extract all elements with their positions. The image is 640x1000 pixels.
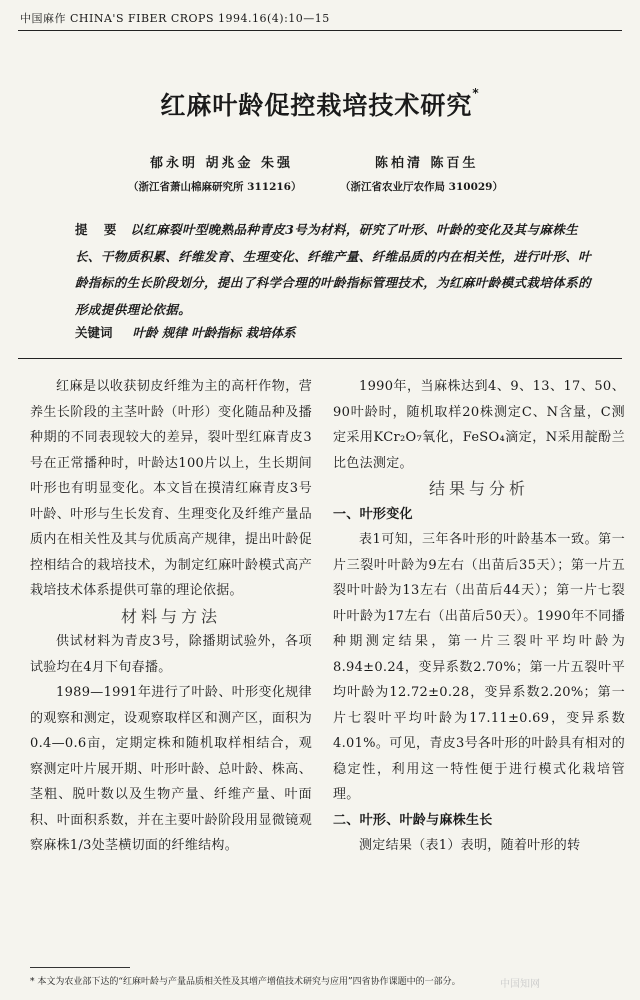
title-footnote-mark: * — [472, 86, 480, 100]
footnote-divider — [30, 967, 130, 968]
abstract — [75, 217, 595, 323]
watermark: 中国知网 — [500, 979, 540, 990]
abstract-text: 以红麻裂叶型晚熟品种青皮3号为材料，研究了叶形、叶龄的变化及其与麻株生长、干物质积累、纤维发育、生理变化、纤维产量、纤维品质的内在相关性，进行叶形、叶龄指标的生长阶段划分，提出了科学合理的叶龄指标管理技术，为红麻叶龄模式栽培体系的形成提供理论依据。 — [75, 222, 592, 317]
affiliation-1: （浙江省萧山棉麻研究所 311216） — [128, 181, 302, 193]
intro-paragraph: 红麻是以收获韧皮纤维为主的高杆作物，营养生长阶段的主茎叶龄（叶形）变化随品种及播种期的不同表现较大的差异，裂叶型红麻青皮3号在正常播种时，叶龄达100片以上，生长期间叶形也有明显变化。本文旨在摸清红麻青皮3号叶龄、叶形与生长发育、生理变化及纤维产量品质内在相关性及其与优质高产规律，提出叶龄促控相结合的栽培技术，为制定红麻叶龄模式高产栽培技术体系提供可靠的理论依据。 — [30, 379, 312, 598]
section-divider — [18, 358, 622, 359]
journal-header: 中国麻作 CHINA'S FIBER CROPS 1994.16(4):10—15 — [20, 12, 330, 25]
methods-paragraph-cont: 1990年，当麻株达到4、9、13、17、50、90叶龄时，随机取样20株测定C、N含量，C测定采用KCr₂O₇氧化，FeSO₄滴定，N采用靛酚兰比色法测定。 — [333, 379, 625, 471]
section-heading-results: 结果与分析 — [428, 479, 529, 498]
body-column-left — [30, 374, 312, 859]
paper-title — [0, 86, 640, 122]
keywords-label: 关键词 — [75, 325, 113, 340]
materials-paragraph: 供试材料为青皮3号，除播期试验外，各项试验均在4月下旬春播。 — [30, 634, 312, 675]
section-heading-materials-methods: 材料与方法 — [120, 606, 221, 626]
keywords — [75, 323, 595, 341]
paper-title-text: 红麻叶龄促控栽培技术研究 — [160, 91, 473, 120]
header-divider — [18, 30, 622, 31]
subheading-leaf-age-growth: 二、叶形、叶龄与麻株生长 — [333, 812, 493, 828]
author-group-1: 郁永明 胡兆金 朱强 — [150, 156, 294, 171]
growth-paragraph: 测定结果（表1）表明，随着叶形的转 — [359, 838, 581, 853]
abstract-label: 提 要 — [75, 222, 123, 237]
methods-paragraph: 1989—1991年进行了叶龄、叶形变化规律的观察和测定，设观察取样区和测产区，面积为0.4—0.6亩，定期定株和随机取样相结合，观察测定叶片展开期、叶形叶龄、总叶龄、株高、茎粗、脱叶数以及生物产量、纤维产量、叶面积、叶面积系数，并在主要叶龄阶段用显微镜观察麻株1/3处茎横切面的纤维结构。 — [30, 685, 312, 853]
footnote: * 本文为农业部下达的“红麻叶龄与产量品质相关性及其增产增值技术研究与应用”四省协作课题中的一部分。 — [30, 977, 461, 987]
body-column-right — [333, 374, 625, 859]
subheading-leaf-shape: 一、叶形变化 — [333, 506, 413, 522]
author-group-2: 陈柏清 陈百生 — [375, 156, 479, 171]
leaf-shape-paragraph: 表1可知，三年各叶形的叶龄基本一致。第一片三裂叶叶龄为9左右（出苗后35天）；第一片五裂叶叶龄为13左右（出苗后44天）；第一片七裂叶叶龄为17左右（出苗后50天）。1990年不同播种期测定结果，第一片三裂叶平均叶龄为8.94±0.24，变异系数2.70%；第一片五裂叶平均叶龄为12.72±0.28，变异系数2.20%；第一片七裂叶平均叶龄为17.11±0.69，变异系数4.01%。可见，青皮3号各叶形的叶龄具有相对的稳定性，利用这一特性便于进行模式化栽培管理。 — [333, 532, 625, 802]
affiliation-2: （浙江省农业厅农作局 310029） — [340, 181, 503, 193]
keywords-items: 叶龄 规律 叶龄指标 栽培体系 — [132, 325, 296, 340]
